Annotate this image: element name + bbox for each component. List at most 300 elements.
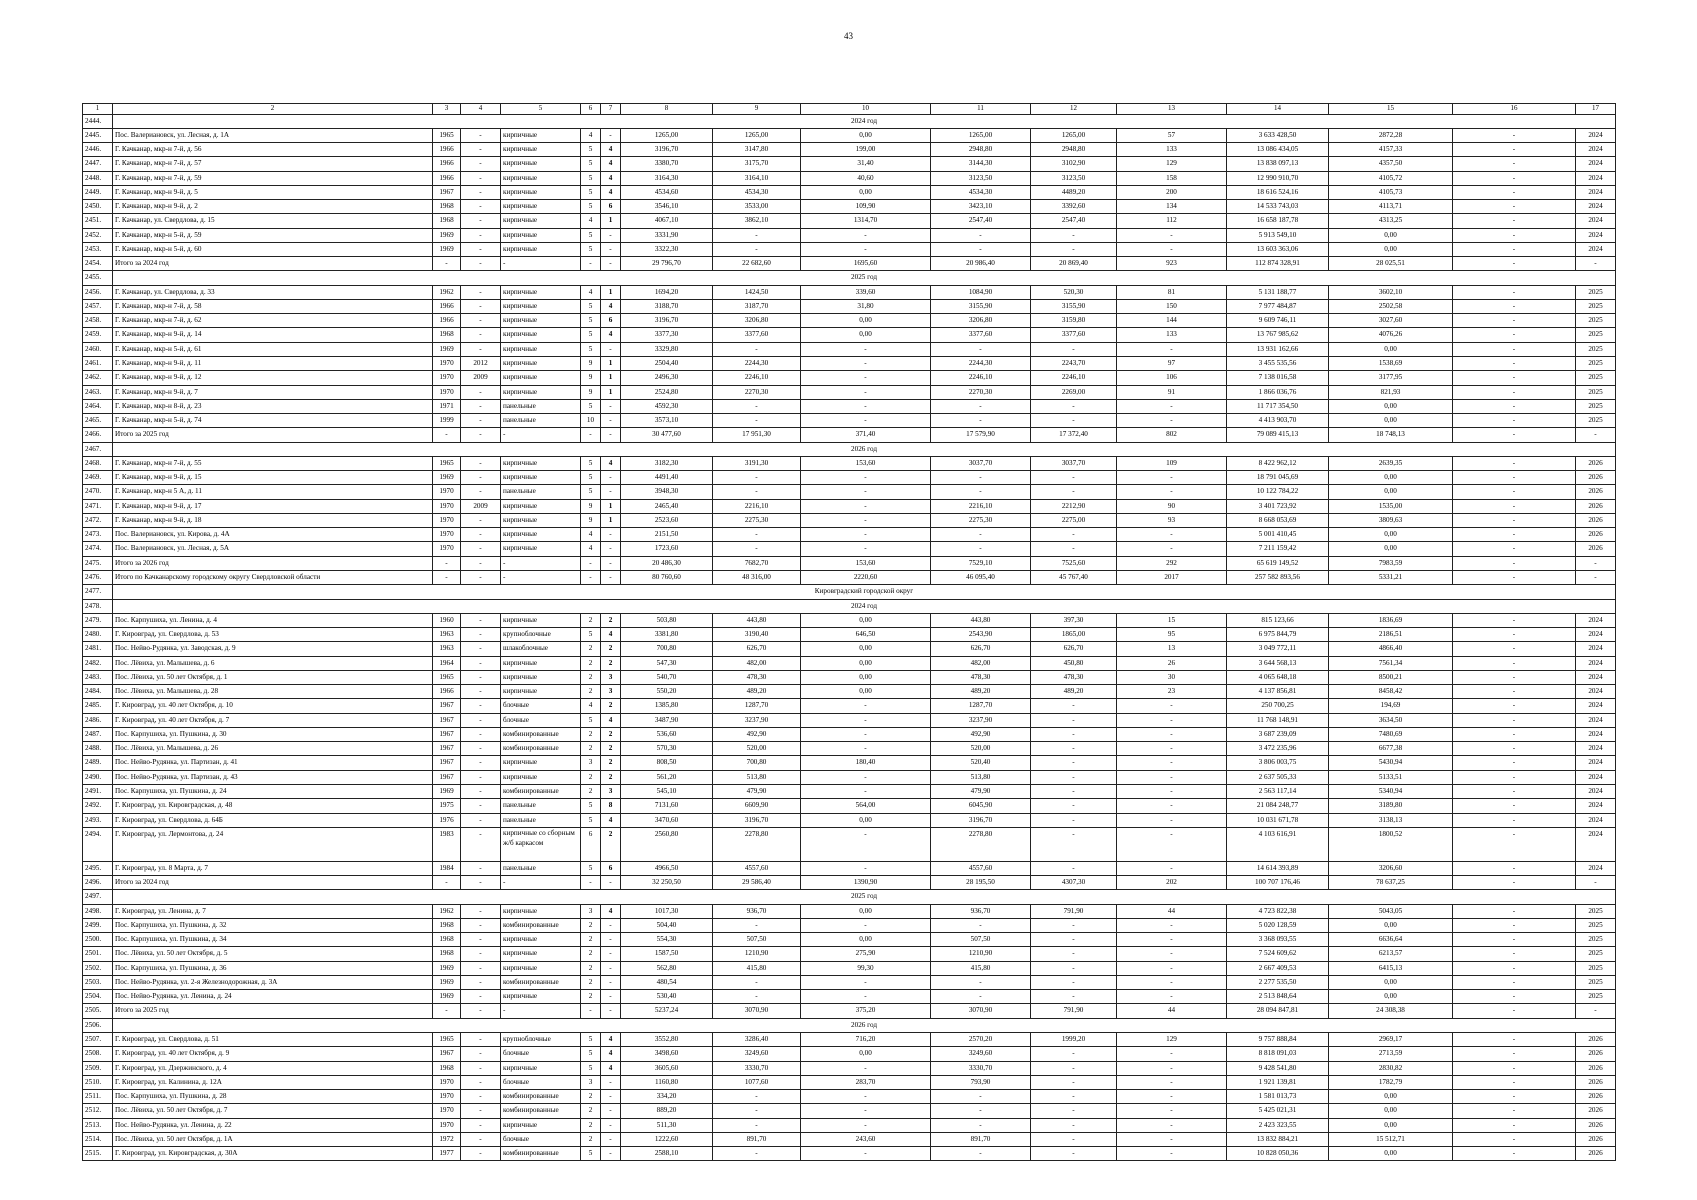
- table-cell: 4313,25: [1329, 214, 1453, 228]
- table-cell: 4866,40: [1329, 642, 1453, 656]
- table-cell: 4491,40: [621, 471, 713, 485]
- table-cell: -: [1453, 1147, 1576, 1161]
- table-cell: -: [801, 827, 931, 861]
- table-cell: 2025: [1576, 904, 1616, 918]
- table-cell: -: [1453, 904, 1576, 918]
- table-cell: 97: [1117, 357, 1227, 371]
- address-cell: Пос. Карпушиха, ул. Пушкина, д. 30: [113, 727, 433, 741]
- table-cell: 129: [1117, 157, 1227, 171]
- table-cell: -: [931, 990, 1031, 1004]
- table-cell: -: [713, 918, 801, 932]
- table-cell: 2026: [1576, 1104, 1616, 1118]
- table-cell: -: [1031, 1061, 1117, 1075]
- table-cell: -: [1117, 1132, 1227, 1146]
- table-cell: 2026: [1576, 1147, 1616, 1161]
- table-cell: 32 250,50: [621, 876, 713, 890]
- table-cell: 478,30: [931, 670, 1031, 684]
- table-cell: 3164,30: [621, 171, 713, 185]
- table-cell: 450,80: [1031, 656, 1117, 670]
- table-cell: 0,00: [801, 685, 931, 699]
- row-number-cell: 2487.: [83, 727, 113, 741]
- table-cell: -: [801, 1147, 931, 1161]
- table-row: [83, 933, 1616, 947]
- table-cell: 2: [601, 727, 621, 741]
- table-cell: 3 401 723,92: [1227, 499, 1329, 513]
- table-cell: 1968: [433, 947, 461, 961]
- table-cell: 9: [581, 371, 601, 385]
- table-cell: 194,69: [1329, 699, 1453, 713]
- table-cell: 4: [601, 1032, 621, 1046]
- address-cell: Пос. Карпушиха, ул. Пушкина, д. 24: [113, 784, 433, 798]
- table-cell: 1970: [433, 499, 461, 513]
- table-row: [83, 485, 1616, 499]
- table-cell: 1385,80: [621, 699, 713, 713]
- address-cell: Г. Кировград, ул. Свердлова, д. 64Б: [113, 813, 433, 827]
- table-cell: -: [1453, 328, 1576, 342]
- table-cell: 2: [581, 1132, 601, 1146]
- table-cell: 2: [601, 742, 621, 756]
- table-cell: 700,80: [621, 642, 713, 656]
- table-cell: 2496,30: [621, 371, 713, 385]
- table-cell: 2025: [1576, 933, 1616, 947]
- table-cell: 2024: [1576, 628, 1616, 642]
- table-cell: 44: [1117, 904, 1227, 918]
- table-cell: 18 791 045,69: [1227, 471, 1329, 485]
- table-cell: 2: [581, 933, 601, 947]
- table-row: [83, 528, 1616, 542]
- address-cell: Г. Качканар, мкр-н 5-й, д. 60: [113, 242, 433, 256]
- table-cell: -: [713, 342, 801, 356]
- table-cell: -: [801, 385, 931, 399]
- table-cell: -: [1453, 357, 1576, 371]
- table-cell: -: [461, 200, 501, 214]
- table-cell: -: [1117, 784, 1227, 798]
- table-cell: панельные: [501, 414, 581, 428]
- table-row: [83, 1147, 1616, 1161]
- table-cell: панельные: [501, 399, 581, 413]
- row-number-cell: 2452.: [83, 228, 113, 242]
- table-cell: 2830,82: [1329, 1061, 1453, 1075]
- table-cell: -: [601, 918, 621, 932]
- table-cell: 1968: [433, 328, 461, 342]
- table-cell: 1210,90: [931, 947, 1031, 961]
- table-cell: 1965: [433, 670, 461, 684]
- table-cell: 0,00: [801, 1047, 931, 1061]
- table-cell: -: [1031, 827, 1117, 861]
- table-cell: 0,00: [801, 670, 931, 684]
- table-cell: -: [931, 1147, 1031, 1161]
- table-cell: 3552,80: [621, 1032, 713, 1046]
- table-cell: -: [1453, 628, 1576, 642]
- table-cell: 2: [601, 656, 621, 670]
- column-number-cell: 9: [713, 104, 801, 115]
- table-cell: 2025: [1576, 947, 1616, 961]
- column-number-cell: 15: [1329, 104, 1453, 115]
- table-cell: 16 658 187,78: [1227, 214, 1329, 228]
- table-cell: 2026: [1576, 528, 1616, 542]
- address-cell: Пос. Нейво-Рудянка, ул. Ленина, д. 22: [113, 1118, 433, 1132]
- table-cell: -: [1453, 285, 1576, 299]
- table-cell: 17 579,90: [931, 428, 1031, 442]
- table-cell: 3 633 428,50: [1227, 128, 1329, 142]
- table-cell: -: [461, 528, 501, 542]
- table-cell: 79 089 415,13: [1227, 428, 1329, 442]
- column-number-cell: 8: [621, 104, 713, 115]
- table-cell: 1: [601, 499, 621, 513]
- table-cell: 10: [581, 414, 601, 428]
- table-cell: 3155,90: [1031, 299, 1117, 313]
- table-cell: 2024: [1576, 756, 1616, 770]
- table-row: [83, 876, 1616, 890]
- table-cell: 5331,21: [1329, 571, 1453, 585]
- table-cell: -: [1117, 1075, 1227, 1089]
- table-cell: 3498,60: [621, 1047, 713, 1061]
- table-cell: -: [931, 975, 1031, 989]
- table-cell: -: [1453, 1090, 1576, 1104]
- table-cell: 2: [581, 613, 601, 627]
- address-cell: Пос. Лёвиха, ул. 50 лет Октября, д. 1: [113, 670, 433, 684]
- table-cell: -: [581, 556, 601, 570]
- table-cell: 0,00: [1329, 918, 1453, 932]
- table-cell: -: [461, 975, 501, 989]
- table-cell: 3102,90: [1031, 157, 1117, 171]
- table-cell: 4: [581, 285, 601, 299]
- table-cell: 5: [581, 242, 601, 256]
- row-number-cell: 2496.: [83, 876, 113, 890]
- section-title-cell: 2026 год: [113, 1018, 1616, 1032]
- row-number-cell: 2445.: [83, 128, 113, 142]
- table-cell: -: [461, 784, 501, 798]
- table-cell: 1160,80: [621, 1075, 713, 1089]
- table-cell: 0,00: [801, 904, 931, 918]
- table-cell: 9 609 746,11: [1227, 314, 1329, 328]
- table-cell: 700,80: [713, 756, 801, 770]
- section-header-row: [83, 599, 1616, 613]
- table-cell: 2: [581, 727, 601, 741]
- table-cell: -: [601, 571, 621, 585]
- table-cell: 1: [601, 371, 621, 385]
- table-cell: 3144,30: [931, 157, 1031, 171]
- table-cell: 1968: [433, 214, 461, 228]
- table-cell: -: [601, 876, 621, 890]
- table-cell: 28 094 847,81: [1227, 1004, 1329, 1018]
- table-cell: 2246,10: [1031, 371, 1117, 385]
- table-cell: кирпичные: [501, 933, 581, 947]
- table-cell: -: [1117, 1061, 1227, 1075]
- table-cell: 250 700,25: [1227, 699, 1329, 713]
- table-cell: 0,00: [1329, 228, 1453, 242]
- table-cell: -: [1031, 1090, 1117, 1104]
- table-cell: 20 986,40: [931, 257, 1031, 271]
- table-cell: -: [461, 642, 501, 656]
- address-cell: Г. Качканар, мкр-н 7-й, д. 58: [113, 299, 433, 313]
- table-cell: -: [461, 128, 501, 142]
- table-cell: -: [461, 542, 501, 556]
- table-cell: 1970: [433, 357, 461, 371]
- table-cell: 1963: [433, 642, 461, 656]
- address-cell: Г. Кировград, ул. Лермонтова, д. 24: [113, 827, 433, 861]
- table-cell: 4157,33: [1329, 143, 1453, 157]
- table-cell: 7 138 016,58: [1227, 371, 1329, 385]
- table-cell: -: [461, 314, 501, 328]
- row-number-cell: 2459.: [83, 328, 113, 342]
- table-cell: кирпичные: [501, 770, 581, 784]
- table-cell: -: [1576, 876, 1616, 890]
- table-cell: 2012: [461, 357, 501, 371]
- table-cell: -: [601, 342, 621, 356]
- table-cell: -: [1453, 784, 1576, 798]
- address-cell: Г. Качканар, ул. Свердлова, д. 33: [113, 285, 433, 299]
- table-cell: 2025: [1576, 961, 1616, 975]
- table-row: [83, 571, 1616, 585]
- table-cell: 1967: [433, 770, 461, 784]
- table-cell: -: [931, 528, 1031, 542]
- table-cell: 2024: [1576, 770, 1616, 784]
- row-number-cell: 2473.: [83, 528, 113, 542]
- table-cell: -: [501, 556, 581, 570]
- table-cell: 20 869,40: [1031, 257, 1117, 271]
- row-number-cell: 2506.: [83, 1018, 113, 1032]
- table-cell: -: [713, 1118, 801, 1132]
- address-cell: Г. Качканар, мкр-н 9-й, д. 15: [113, 471, 433, 485]
- row-number-cell: 2471.: [83, 499, 113, 513]
- table-cell: 0,00: [1329, 471, 1453, 485]
- table-row: [83, 414, 1616, 428]
- table-row: [83, 399, 1616, 413]
- table-cell: -: [1117, 414, 1227, 428]
- table-cell: -: [1453, 185, 1576, 199]
- table-cell: -: [1031, 727, 1117, 741]
- table-cell: 3602,10: [1329, 285, 1453, 299]
- table-cell: 13: [1117, 642, 1227, 656]
- row-number-cell: 2484.: [83, 685, 113, 699]
- table-cell: 1972: [433, 1132, 461, 1146]
- table-cell: 5: [581, 143, 601, 157]
- table-cell: 0,00: [801, 185, 931, 199]
- table-cell: 3: [581, 904, 601, 918]
- table-cell: -: [801, 742, 931, 756]
- table-cell: -: [801, 528, 931, 542]
- table-cell: 339,60: [801, 285, 931, 299]
- table-row: [83, 542, 1616, 556]
- address-cell: Итого по Качканарскому городскому округу Свердловской области: [113, 571, 433, 585]
- table-row: [83, 827, 1616, 861]
- table-cell: -: [461, 242, 501, 256]
- table-cell: -: [801, 513, 931, 527]
- table-cell: 0,00: [1329, 1090, 1453, 1104]
- table-cell: кирпичные: [501, 613, 581, 627]
- table-cell: 13 603 363,06: [1227, 242, 1329, 256]
- row-number-cell: 2493.: [83, 813, 113, 827]
- table-cell: 4489,20: [1031, 185, 1117, 199]
- table-cell: 3249,60: [713, 1047, 801, 1061]
- table-row: [83, 1061, 1616, 1075]
- table-cell: 5: [581, 456, 601, 470]
- table-cell: кирпичные: [501, 285, 581, 299]
- table-cell: 5: [581, 314, 601, 328]
- table-cell: 2025: [1576, 285, 1616, 299]
- table-cell: 2026: [1576, 1047, 1616, 1061]
- table-cell: -: [1117, 827, 1227, 861]
- table-cell: 3 687 239,09: [1227, 727, 1329, 741]
- table-cell: 13 767 985,62: [1227, 328, 1329, 342]
- table-row: [83, 904, 1616, 918]
- table-cell: -: [1117, 228, 1227, 242]
- table-cell: -: [1031, 713, 1117, 727]
- row-number-cell: 2448.: [83, 171, 113, 185]
- address-cell: Г. Качканар, мкр-н 7-й, д. 56: [113, 143, 433, 157]
- table-cell: 821,93: [1329, 385, 1453, 399]
- address-cell: Пос. Нейво-Рудянка, ул. Заводская, д. 9: [113, 642, 433, 656]
- table-cell: 2017: [1117, 571, 1227, 585]
- table-cell: 562,80: [621, 961, 713, 975]
- table-cell: 4534,60: [621, 185, 713, 199]
- table-cell: -: [601, 399, 621, 413]
- table-cell: 1966: [433, 685, 461, 699]
- row-number-cell: 2486.: [83, 713, 113, 727]
- table-cell: 2: [581, 742, 601, 756]
- table-cell: 2025: [1576, 299, 1616, 313]
- table-row: [83, 428, 1616, 442]
- table-cell: -: [1031, 528, 1117, 542]
- table-cell: 1265,00: [1031, 128, 1117, 142]
- table-cell: 1967: [433, 742, 461, 756]
- table-cell: 5: [581, 299, 601, 313]
- table-cell: 3196,70: [713, 813, 801, 827]
- table-cell: 10 122 784,22: [1227, 485, 1329, 499]
- table-cell: -: [1031, 399, 1117, 413]
- table-cell: -: [461, 1075, 501, 1089]
- table-cell: -: [931, 414, 1031, 428]
- table-cell: 513,80: [713, 770, 801, 784]
- table-cell: -: [1453, 933, 1576, 947]
- table-cell: крупноблочные: [501, 1032, 581, 1046]
- table-cell: -: [461, 485, 501, 499]
- table-cell: -: [1453, 228, 1576, 242]
- table-cell: -: [581, 257, 601, 271]
- table-cell: -: [1117, 1090, 1227, 1104]
- table-cell: 202: [1117, 876, 1227, 890]
- table-cell: 8 818 091,03: [1227, 1047, 1329, 1061]
- address-cell: Пос. Лёвиха, ул. 50 лет Октября, д. 1А: [113, 1132, 433, 1146]
- table-cell: кирпичные: [501, 1118, 581, 1132]
- table-cell: 2: [601, 827, 621, 861]
- table-cell: 2024: [1576, 799, 1616, 813]
- table-cell: 520,00: [713, 742, 801, 756]
- table-cell: -: [461, 756, 501, 770]
- table-cell: 3189,80: [1329, 799, 1453, 813]
- table-cell: кирпичные: [501, 128, 581, 142]
- table-cell: 2220,60: [801, 571, 931, 585]
- table-cell: -: [713, 542, 801, 556]
- table-cell: 1: [601, 214, 621, 228]
- address-cell: Итого за 2026 год: [113, 556, 433, 570]
- table-cell: -: [801, 542, 931, 556]
- row-number-cell: 2515.: [83, 1147, 113, 1161]
- table-cell: 3190,40: [713, 628, 801, 642]
- table-cell: -: [601, 471, 621, 485]
- table-cell: 3037,70: [1031, 456, 1117, 470]
- table-cell: -: [1031, 242, 1117, 256]
- table-cell: 30 477,60: [621, 428, 713, 442]
- table-cell: 3: [581, 756, 601, 770]
- table-cell: 4 103 616,91: [1227, 827, 1329, 861]
- table-cell: -: [931, 918, 1031, 932]
- table-cell: 815 123,66: [1227, 613, 1329, 627]
- table-cell: 134: [1117, 200, 1227, 214]
- column-number-cell: 14: [1227, 104, 1329, 115]
- table-cell: -: [1031, 742, 1117, 756]
- table-cell: -: [1453, 571, 1576, 585]
- table-cell: -: [461, 185, 501, 199]
- table-row: [83, 727, 1616, 741]
- row-number-cell: 2466.: [83, 428, 113, 442]
- table-cell: 3948,30: [621, 485, 713, 499]
- table-cell: 4: [601, 813, 621, 827]
- row-number-cell: 2495.: [83, 861, 113, 875]
- table-row: [83, 314, 1616, 328]
- table-cell: -: [1453, 699, 1576, 713]
- table-cell: 2244,30: [931, 357, 1031, 371]
- table-cell: 78 637,25: [1329, 876, 1453, 890]
- table-cell: -: [1453, 471, 1576, 485]
- table-cell: 7 211 159,42: [1227, 542, 1329, 556]
- table-cell: 889,20: [621, 1104, 713, 1118]
- table-cell: 2: [601, 613, 621, 627]
- table-cell: 5133,51: [1329, 770, 1453, 784]
- row-number-cell: 2507.: [83, 1032, 113, 1046]
- table-cell: -: [1453, 556, 1576, 570]
- row-number-cell: 2467.: [83, 442, 113, 456]
- table-cell: 7 524 609,62: [1227, 947, 1329, 961]
- table-cell: 2025: [1576, 385, 1616, 399]
- table-cell: -: [461, 342, 501, 356]
- table-cell: 520,00: [931, 742, 1031, 756]
- table-cell: 554,30: [621, 933, 713, 947]
- table-cell: 1695,60: [801, 257, 931, 271]
- table-cell: 5: [581, 485, 601, 499]
- table-cell: -: [601, 428, 621, 442]
- table-row: [83, 171, 1616, 185]
- table-cell: 1: [601, 285, 621, 299]
- section-title-cell: 2025 год: [113, 271, 1616, 285]
- table-cell: -: [601, 1104, 621, 1118]
- table-cell: 1970: [433, 542, 461, 556]
- table-cell: блочные: [501, 1132, 581, 1146]
- table-cell: 2: [581, 961, 601, 975]
- address-cell: Г. Качканар, мкр-н 7-й, д. 55: [113, 456, 433, 470]
- row-number-cell: 2482.: [83, 656, 113, 670]
- table-cell: комбинированные: [501, 918, 581, 932]
- table-cell: -: [1117, 933, 1227, 947]
- table-cell: 20 486,30: [621, 556, 713, 570]
- table-cell: 2186,51: [1329, 628, 1453, 642]
- address-cell: Пос. Нейво-Рудянка, ул. Партизан, д. 41: [113, 756, 433, 770]
- table-cell: 397,30: [1031, 613, 1117, 627]
- table-cell: -: [461, 214, 501, 228]
- table-cell: 5: [581, 813, 601, 827]
- table-row: [83, 185, 1616, 199]
- table-cell: -: [1117, 1047, 1227, 1061]
- table-cell: -: [801, 414, 931, 428]
- table-cell: 478,30: [713, 670, 801, 684]
- address-cell: Пос. Нейво-Рудянка, ул. 2-я Железнодорожная, д. 3А: [113, 975, 433, 989]
- table-cell: 3177,95: [1329, 371, 1453, 385]
- table-cell: -: [1453, 513, 1576, 527]
- table-cell: 1: [601, 357, 621, 371]
- table-row: [83, 157, 1616, 171]
- table-cell: 2024: [1576, 228, 1616, 242]
